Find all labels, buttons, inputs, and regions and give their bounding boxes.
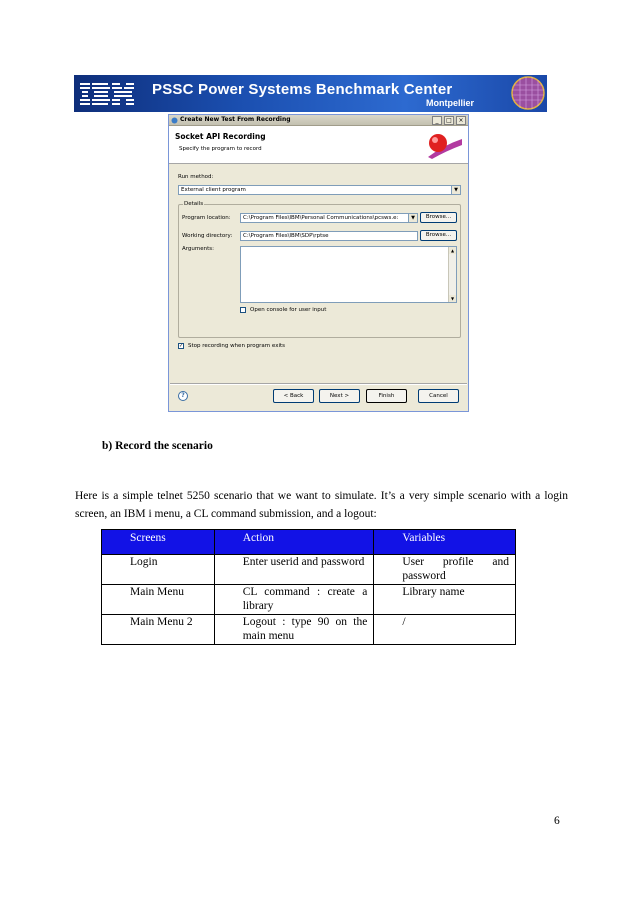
program-location-input[interactable] bbox=[240, 213, 418, 223]
details-label: Details bbox=[184, 201, 204, 207]
table-row bbox=[102, 615, 516, 645]
minimize-button[interactable]: _ bbox=[432, 116, 442, 125]
dialog-titlebar[interactable] bbox=[169, 115, 468, 126]
working-directory-input[interactable] bbox=[240, 231, 418, 241]
wizard-subtitle: Specify the program to record bbox=[179, 146, 262, 152]
working-directory-value: C:\Program Files\IBM\SDP\rptse bbox=[243, 233, 329, 239]
wizard-title: Socket API Recording bbox=[175, 132, 266, 141]
banner-subtitle: Montpellier bbox=[426, 98, 475, 108]
scroll-down-icon[interactable]: ▼ bbox=[450, 296, 455, 301]
section-heading: b) Record the scenario bbox=[102, 440, 213, 452]
arguments-label: Arguments: bbox=[182, 246, 215, 252]
finish-button[interactable]: Finish bbox=[366, 389, 407, 403]
cell-variables: User profile and password bbox=[374, 555, 516, 585]
arguments-scrollbar[interactable] bbox=[448, 247, 456, 302]
stop-recording-checkbox[interactable]: ✓ bbox=[179, 343, 184, 349]
run-method-select[interactable] bbox=[178, 185, 461, 195]
dialog-title: Create New Test From Recording bbox=[180, 116, 291, 123]
recording-icon bbox=[424, 131, 464, 161]
open-console-label: Open console for user input bbox=[250, 307, 327, 313]
header-action: Action bbox=[214, 530, 374, 555]
header-screens: Screens bbox=[102, 530, 215, 555]
intro-paragraph: Here is a simple telnet 5250 scenario that we want to simulate. It’s a very simple scenario with a login screen, an IBM i menu, a CL command submission, and a logout: bbox=[75, 490, 568, 520]
working-directory-label: Working directory: bbox=[182, 233, 233, 239]
chevron-down-icon[interactable]: ▼ bbox=[451, 186, 460, 194]
button-separator bbox=[170, 383, 467, 385]
cell-action: Enter userid and password bbox=[214, 555, 374, 585]
directory-browse-button[interactable]: Browse... bbox=[420, 230, 457, 241]
stop-recording-label: Stop recording when program exits bbox=[188, 343, 285, 349]
help-icon[interactable]: ? bbox=[178, 391, 188, 401]
pssc-banner bbox=[74, 75, 547, 112]
program-browse-button[interactable]: Browse... bbox=[420, 212, 457, 223]
program-location-label: Program location: bbox=[182, 215, 231, 221]
cell-screen: Main Menu 2 bbox=[102, 615, 215, 645]
wizard-header bbox=[169, 126, 468, 164]
open-console-checkbox[interactable] bbox=[240, 307, 246, 313]
page-number: 6 bbox=[554, 815, 560, 827]
wafer-icon bbox=[506, 75, 547, 112]
maximize-button[interactable]: □ bbox=[444, 116, 454, 125]
banner-title: PSSC Power Systems Benchmark Center bbox=[152, 81, 453, 98]
scenario-table bbox=[101, 529, 516, 645]
close-button[interactable]: × bbox=[456, 116, 466, 125]
cell-screen: Login bbox=[102, 555, 215, 585]
program-location-value: C:\Program Files\IBM\Personal Communications\pcsws.e: bbox=[243, 215, 399, 221]
chevron-down-icon[interactable]: ▼ bbox=[408, 214, 417, 222]
cell-screen: Main Menu bbox=[102, 585, 215, 615]
back-button[interactable]: < Back bbox=[273, 389, 314, 403]
cell-variables: Library name bbox=[374, 585, 516, 615]
cell-action: Logout : type 90 on the main menu bbox=[214, 615, 374, 645]
ibm-logo bbox=[80, 80, 136, 106]
cancel-button[interactable]: Cancel bbox=[418, 389, 459, 403]
run-method-value: External client program bbox=[181, 187, 246, 193]
table-row bbox=[102, 585, 516, 615]
header-variables: Variables bbox=[374, 530, 516, 555]
next-button[interactable]: Next > bbox=[319, 389, 360, 403]
table-header-row bbox=[102, 530, 516, 555]
table-row bbox=[102, 555, 516, 585]
run-method-label: Run method: bbox=[178, 174, 214, 180]
arguments-textarea[interactable] bbox=[240, 246, 457, 303]
cell-action: CL command : create a library bbox=[214, 585, 374, 615]
scroll-up-icon[interactable]: ▲ bbox=[450, 248, 455, 253]
cell-variables: / bbox=[374, 615, 516, 645]
create-test-dialog bbox=[168, 114, 469, 412]
app-icon bbox=[171, 117, 178, 124]
